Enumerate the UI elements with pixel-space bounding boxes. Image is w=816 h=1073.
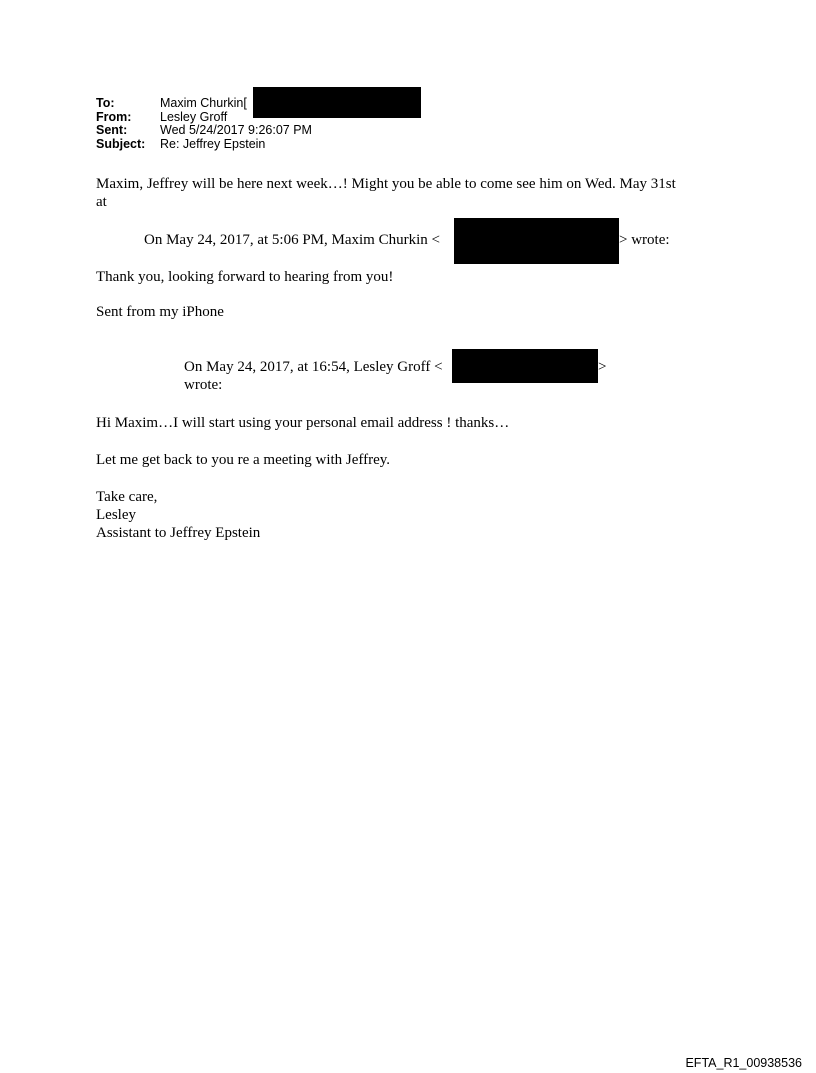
message-line-2: at [96, 194, 107, 210]
sign-title: Assistant to Jeffrey Epstein [96, 525, 261, 541]
quote2-line-1: Hi Maxim…I will start using your personal email address ! thanks… [96, 415, 510, 431]
quote2-attribution-wrote: wrote: [184, 377, 223, 393]
quote1-attribution-suffix: > wrote: [619, 232, 670, 248]
redaction-quote2-email [452, 349, 598, 383]
sign-name: Lesley [96, 507, 136, 523]
sent-label: Sent: [96, 123, 128, 137]
from-value: Lesley Groff [160, 109, 228, 124]
quote2-line-2: Let me get back to you re a meeting with Jeffrey. [96, 452, 391, 468]
quote1-message: Thank you, looking forward to hearing from you! [96, 269, 394, 285]
to-label: To: [96, 96, 115, 110]
quote1-attribution-prefix: On May 24, 2017, at 5:06 PM, Maxim Churkin < [144, 232, 440, 248]
signoff: Take care, [96, 489, 158, 505]
redaction-to-email [253, 87, 421, 118]
document-id: EFTA_R1_00938536 [685, 1056, 802, 1070]
header-subject-row [96, 138, 312, 152]
to-value: Maxim Churkin[ [160, 96, 247, 110]
subject-value: Re: Jeffrey Epstein [160, 136, 266, 151]
quote2-attribution-suffix: > [598, 359, 607, 375]
sent-value: Wed 5/24/2017 9:26:07 PM [160, 123, 312, 137]
quote2-attribution-prefix: On May 24, 2017, at 16:54, Lesley Groff < [184, 359, 443, 375]
subject-label: Subject: [96, 136, 146, 151]
redaction-quote1-email [454, 218, 619, 264]
quote1-signature: Sent from my iPhone [96, 304, 224, 320]
header-sent-row [96, 124, 312, 138]
message-line-1: Maxim, Jeffrey will be here next week…! Might you be able to come see him on Wed. May 31st [96, 176, 676, 192]
from-label: From: [96, 109, 132, 124]
